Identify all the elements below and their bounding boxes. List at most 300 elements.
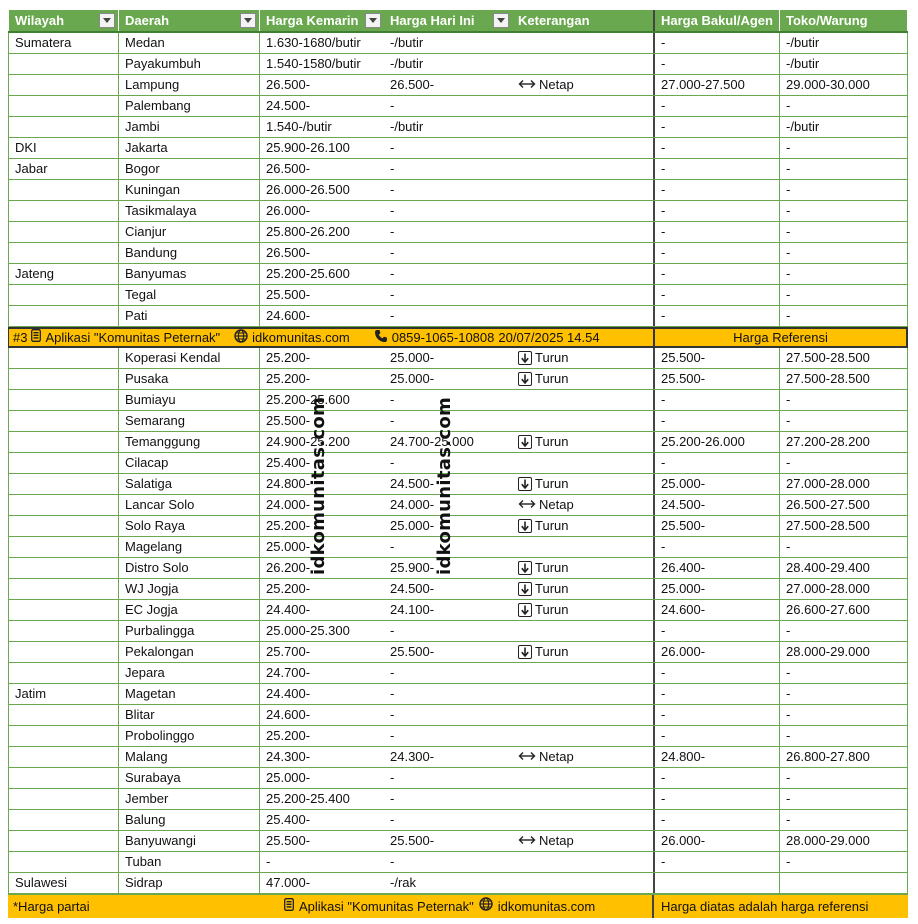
cell-keterangan[interactable] (512, 159, 655, 179)
cell-toko-warung[interactable]: 26.500-27.500 (780, 495, 908, 515)
cell-harga-bakul[interactable]: - (655, 159, 780, 179)
cell-wilayah[interactable] (8, 390, 119, 410)
cell-daerah[interactable]: WJ Jogja (119, 579, 260, 599)
cell-harga-hari-ini[interactable]: - (390, 224, 395, 239)
cell-harga-hari-ini[interactable]: 24.300- (390, 749, 435, 764)
cell-harga-kemarin[interactable]: 25.200- (266, 728, 311, 743)
cell-wilayah[interactable] (8, 810, 119, 830)
cell-harga-kemarin[interactable]: 24.600- (266, 308, 311, 323)
cell-harga-hari-ini[interactable]: -/rak (390, 875, 416, 890)
cell-daerah[interactable]: Sidrap (119, 873, 260, 893)
cell-keterangan[interactable] (512, 495, 655, 515)
cell-toko-warung[interactable] (780, 873, 908, 893)
cell-harga-hari-ini[interactable]: - (390, 413, 395, 428)
cell-daerah[interactable]: Salatiga (119, 474, 260, 494)
cell-keterangan[interactable] (512, 600, 655, 620)
cell-keterangan[interactable] (512, 138, 655, 158)
cell-wilayah[interactable] (8, 579, 119, 599)
cell-harga-bakul[interactable]: - (655, 222, 780, 242)
cell-daerah[interactable]: EC Jogja (119, 600, 260, 620)
cell-harga-kemarin[interactable]: 24.700- (266, 665, 311, 680)
cell-wilayah[interactable] (8, 768, 119, 788)
cell-wilayah[interactable] (8, 432, 119, 452)
banner-phone[interactable]: 0859-1065-10808 (391, 330, 495, 345)
cell-keterangan[interactable] (512, 537, 655, 557)
cell-keterangan[interactable] (512, 432, 655, 452)
cell-wilayah[interactable] (8, 642, 119, 662)
cell-harga-hari-ini[interactable]: - (390, 539, 395, 554)
cell-harga-bakul[interactable]: - (655, 285, 780, 305)
cell-keterangan[interactable] (512, 684, 655, 704)
cell-harga-bakul[interactable]: 24.800- (655, 747, 780, 767)
cell-daerah[interactable]: Malang (119, 747, 260, 767)
cell-daerah[interactable]: Solo Raya (119, 516, 260, 536)
cell-toko-warung[interactable]: - (780, 201, 908, 221)
cell-daerah[interactable]: Balung (119, 810, 260, 830)
keterangan-label: Turun (535, 434, 569, 449)
cell-toko-warung[interactable]: 26.600-27.600 (780, 600, 908, 620)
cell-toko-warung[interactable]: - (780, 726, 908, 746)
cell-keterangan[interactable] (512, 474, 655, 494)
cell-wilayah[interactable] (8, 831, 119, 851)
cell-toko-warung[interactable]: - (780, 768, 908, 788)
cell-daerah[interactable]: Purbalingga (119, 621, 260, 641)
cell-daerah[interactable]: Bandung (119, 243, 260, 263)
cell-wilayah[interactable] (8, 495, 119, 515)
cell-toko-warung[interactable]: 28.400-29.400 (780, 558, 908, 578)
cell-harga-kemarin[interactable]: 47.000- (266, 875, 311, 890)
cell-harga-bakul[interactable]: - (655, 726, 780, 746)
cell-harga-kemarin[interactable]: 25.200-25.400 (266, 791, 350, 806)
cell-harga-bakul[interactable] (655, 873, 780, 893)
cell-harga-hari-ini[interactable]: 26.500- (390, 77, 435, 92)
cell-wilayah[interactable] (8, 243, 119, 263)
cell-harga-kemarin[interactable]: 25.700- (266, 644, 311, 659)
cell-wilayah[interactable] (8, 516, 119, 536)
cell-daerah[interactable]: Magetan (119, 684, 260, 704)
cell-daerah[interactable]: Semarang (119, 411, 260, 431)
cell-keterangan[interactable] (512, 96, 655, 116)
cell-harga-bakul[interactable]: 25.500- (655, 369, 780, 389)
cell-daerah[interactable]: Surabaya (119, 768, 260, 788)
cell-toko-warung[interactable]: - (780, 96, 908, 116)
cell-harga-bakul[interactable]: - (655, 621, 780, 641)
cell-keterangan[interactable] (512, 558, 655, 578)
cell-harga-bakul[interactable]: - (655, 54, 780, 74)
cell-keterangan[interactable] (512, 411, 655, 431)
cell-harga-hari-ini[interactable]: - (390, 266, 395, 281)
cell-harga-bakul[interactable]: 25.500- (655, 348, 780, 368)
cell-keterangan[interactable] (512, 789, 655, 809)
cell-harga-bakul[interactable]: - (655, 453, 780, 473)
cell-harga-hari-ini[interactable]: - (390, 455, 395, 470)
cell-harga-hari-ini[interactable]: - (390, 770, 395, 785)
cell-daerah[interactable]: Tasikmalaya (119, 201, 260, 221)
table-row (8, 264, 908, 285)
cell-harga-kemarin[interactable]: 25.200-25.600 (266, 266, 350, 281)
cell-toko-warung[interactable]: - (780, 810, 908, 830)
cell-keterangan[interactable] (512, 663, 655, 683)
cell-toko-warung[interactable]: 29.000-30.000 (780, 75, 908, 95)
cell-toko-warung[interactable]: - (780, 411, 908, 431)
cell-harga-kemarin[interactable]: 25.900-26.100 (266, 140, 350, 155)
cell-toko-warung[interactable]: - (780, 138, 908, 158)
cell-toko-warung[interactable]: - (780, 663, 908, 683)
cell-harga-bakul[interactable]: - (655, 411, 780, 431)
cell-harga-hari-ini[interactable]: - (390, 287, 395, 302)
cell-harga-hari-ini[interactable]: - (390, 245, 395, 260)
cell-harga-hari-ini[interactable]: 24.100- (390, 602, 435, 617)
cell-harga-kemarin[interactable]: 25.000- (266, 770, 311, 785)
cell-harga-hari-ini[interactable]: 25.500- (390, 644, 435, 659)
cell-harga-hari-ini[interactable]: - (390, 854, 395, 869)
cell-wilayah[interactable] (8, 747, 119, 767)
cell-harga-kemarin[interactable]: 24.400- (266, 686, 311, 701)
cell-wilayah[interactable] (8, 306, 119, 326)
cell-harga-bakul[interactable]: - (655, 33, 780, 53)
cell-harga-bakul[interactable]: - (655, 810, 780, 830)
cell-harga-hari-ini[interactable]: - (390, 140, 395, 155)
cell-toko-warung[interactable]: 27.500-28.500 (780, 516, 908, 536)
cell-toko-warung[interactable]: -/butir (780, 54, 908, 74)
cell-keterangan[interactable] (512, 75, 655, 95)
cell-harga-bakul[interactable]: 26.000- (655, 642, 780, 662)
cell-keterangan[interactable] (512, 579, 655, 599)
cell-keterangan[interactable] (512, 369, 655, 389)
cell-harga-kemarin[interactable]: 1.630-1680/butir (266, 35, 361, 50)
cell-wilayah[interactable] (8, 369, 119, 389)
cell-harga-hari-ini[interactable]: - (390, 161, 395, 176)
cell-harga-kemarin[interactable]: 25.200-25.600 (266, 392, 350, 407)
cell-wilayah[interactable] (8, 348, 119, 368)
cell-toko-warung[interactable]: - (780, 789, 908, 809)
cell-toko-warung[interactable]: 27.200-28.200 (780, 432, 908, 452)
cell-wilayah[interactable] (8, 852, 119, 872)
cell-toko-warung[interactable]: - (780, 684, 908, 704)
cell-wilayah[interactable] (8, 54, 119, 74)
cell-daerah[interactable]: Pusaka (119, 369, 260, 389)
cell-wilayah[interactable] (8, 789, 119, 809)
cell-wilayah[interactable] (8, 117, 119, 137)
cell-keterangan[interactable] (512, 306, 655, 326)
cell-harga-hari-ini[interactable]: 24.500- (390, 581, 435, 596)
cell-wilayah[interactable] (8, 474, 119, 494)
cell-harga-bakul[interactable]: - (655, 180, 780, 200)
cell-harga-hari-ini[interactable]: - (390, 203, 395, 218)
cell-keterangan[interactable] (512, 831, 655, 851)
arrow-down-icon (518, 561, 532, 575)
cell-keterangan[interactable] (512, 117, 655, 137)
cell-harga-hari-ini[interactable]: - (390, 98, 395, 113)
cell-daerah[interactable]: Distro Solo (119, 558, 260, 578)
cell-wilayah[interactable] (8, 621, 119, 641)
cell-daerah[interactable]: Blitar (119, 705, 260, 725)
cell-harga-bakul[interactable]: 25.000- (655, 474, 780, 494)
cell-daerah[interactable]: Kuningan (119, 180, 260, 200)
cell-keterangan[interactable] (512, 285, 655, 305)
cell-keterangan[interactable] (512, 705, 655, 725)
cell-daerah[interactable]: Bogor (119, 159, 260, 179)
cell-wilayah[interactable] (8, 600, 119, 620)
cell-harga-hari-ini[interactable]: -/butir (390, 56, 424, 71)
cell-daerah[interactable]: Lampung (119, 75, 260, 95)
cell-harga-hari-ini[interactable]: - (390, 182, 395, 197)
cell-wilayah[interactable]: Jatim (8, 684, 119, 704)
cell-harga-kemarin[interactable]: 26.000-26.500 (266, 182, 350, 197)
cell-harga-kemarin[interactable]: 26.500- (266, 77, 311, 92)
cell-harga-bakul[interactable]: 26.400- (655, 558, 780, 578)
cell-toko-warung[interactable]: - (780, 222, 908, 242)
cell-harga-kemarin[interactable]: 25.200- (266, 581, 311, 596)
cell-keterangan[interactable] (512, 180, 655, 200)
cell-wilayah[interactable] (8, 75, 119, 95)
cell-harga-hari-ini[interactable]: - (390, 728, 395, 743)
cell-harga-kemarin[interactable]: 25.500- (266, 413, 311, 428)
cell-toko-warung[interactable]: - (780, 621, 908, 641)
table-row (8, 789, 908, 810)
cell-toko-warung[interactable]: - (780, 243, 908, 263)
cell-wilayah[interactable]: Jabar (8, 159, 119, 179)
cell-toko-warung[interactable]: - (780, 705, 908, 725)
cell-toko-warung[interactable]: 27.000-28.000 (780, 474, 908, 494)
cell-wilayah[interactable] (8, 222, 119, 242)
cell-toko-warung[interactable]: - (780, 264, 908, 284)
cell-keterangan[interactable] (512, 201, 655, 221)
cell-toko-warung[interactable]: 28.000-29.000 (780, 642, 908, 662)
filter-dropdown-icon[interactable] (240, 13, 256, 28)
cell-keterangan[interactable] (512, 222, 655, 242)
cell-daerah[interactable]: Jember (119, 789, 260, 809)
cell-toko-warung[interactable]: 27.000-28.000 (780, 579, 908, 599)
cell-daerah[interactable]: Pekalongan (119, 642, 260, 662)
cell-harga-bakul[interactable]: - (655, 201, 780, 221)
table-row (8, 348, 908, 369)
cell-harga-hari-ini[interactable]: - (390, 392, 395, 407)
cell-harga-hari-ini[interactable]: - (390, 623, 395, 638)
cell-harga-bakul[interactable]: 25.200-26.000 (655, 432, 780, 452)
cell-harga-kemarin[interactable]: 24.600- (266, 707, 311, 722)
cell-harga-hari-ini[interactable]: 24.700-25.000 (390, 434, 474, 449)
cell-wilayah[interactable]: Sulawesi (8, 873, 119, 893)
cell-daerah[interactable]: Jakarta (119, 138, 260, 158)
cell-wilayah[interactable] (8, 180, 119, 200)
table-row (8, 201, 908, 222)
cell-harga-hari-ini[interactable]: - (390, 665, 395, 680)
cell-keterangan[interactable] (512, 243, 655, 263)
cell-harga-kemarin[interactable]: 26.000- (266, 203, 311, 218)
cell-daerah[interactable]: Tegal (119, 285, 260, 305)
cell-harga-bakul[interactable]: 25.500- (655, 516, 780, 536)
cell-harga-bakul[interactable]: - (655, 138, 780, 158)
cell-harga-bakul[interactable]: 25.000- (655, 579, 780, 599)
cell-keterangan[interactable] (512, 768, 655, 788)
cell-daerah[interactable]: Jepara (119, 663, 260, 683)
cell-harga-kemarin[interactable]: 25.000-25.300 (266, 623, 350, 638)
cell-wilayah[interactable]: DKI (8, 138, 119, 158)
cell-wilayah[interactable] (8, 201, 119, 221)
cell-daerah[interactable]: Medan (119, 33, 260, 53)
cell-daerah[interactable]: Magelang (119, 537, 260, 557)
cell-harga-hari-ini[interactable]: 25.000- (390, 350, 435, 365)
cell-harga-hari-ini[interactable]: -/butir (390, 119, 424, 134)
cell-keterangan[interactable] (512, 873, 655, 893)
cell-keterangan[interactable] (512, 642, 655, 662)
cell-keterangan[interactable] (512, 621, 655, 641)
cell-harga-hari-ini[interactable]: - (390, 812, 395, 827)
cell-harga-kemarin[interactable]: 25.200- (266, 371, 311, 386)
cell-toko-warung[interactable]: - (780, 180, 908, 200)
cell-toko-warung[interactable]: - (780, 306, 908, 326)
filter-dropdown-icon[interactable] (493, 13, 509, 28)
cell-harga-kemarin[interactable]: 24.400- (266, 602, 311, 617)
cell-daerah[interactable]: Bumiayu (119, 390, 260, 410)
cell-keterangan[interactable] (512, 33, 655, 53)
cell-keterangan[interactable] (512, 453, 655, 473)
cell-harga-kemarin[interactable]: 1.540-1580/butir (266, 56, 361, 71)
cell-keterangan[interactable] (512, 390, 655, 410)
cell-daerah[interactable]: Cilacap (119, 453, 260, 473)
cell-harga-hari-ini[interactable]: 24.000- (390, 497, 435, 512)
cell-daerah[interactable]: Banyumas (119, 264, 260, 284)
cell-toko-warung[interactable]: - (780, 453, 908, 473)
cell-harga-kemarin[interactable]: 25.200- (266, 518, 311, 533)
cell-harga-bakul[interactable]: - (655, 789, 780, 809)
cell-keterangan[interactable] (512, 747, 655, 767)
cell-keterangan[interactable] (512, 264, 655, 284)
cell-wilayah[interactable] (8, 453, 119, 473)
cell-harga-kemarin[interactable]: 24.500- (266, 98, 311, 113)
cell-harga-kemarin[interactable]: 26.200- (266, 560, 311, 575)
cell-toko-warung[interactable]: 27.500-28.500 (780, 369, 908, 389)
cell-harga-hari-ini[interactable]: 24.500- (390, 476, 435, 491)
cell-wilayah[interactable] (8, 705, 119, 725)
cell-harga-bakul[interactable]: - (655, 705, 780, 725)
cell-keterangan[interactable] (512, 810, 655, 830)
cell-harga-bakul[interactable]: 26.000- (655, 831, 780, 851)
cell-daerah[interactable]: Probolinggo (119, 726, 260, 746)
cell-harga-bakul[interactable]: - (655, 243, 780, 263)
cell-wilayah[interactable] (8, 663, 119, 683)
cell-wilayah[interactable] (8, 726, 119, 746)
cell-harga-kemarin[interactable]: 24.900-25.200 (266, 434, 350, 449)
cell-wilayah[interactable] (8, 96, 119, 116)
cell-harga-kemarin[interactable]: 25.400- (266, 455, 311, 470)
cell-harga-kemarin[interactable]: 25.400- (266, 812, 311, 827)
cell-daerah[interactable]: Lancar Solo (119, 495, 260, 515)
cell-harga-hari-ini[interactable]: 25.000- (390, 371, 435, 386)
cell-daerah[interactable]: Tuban (119, 852, 260, 872)
table-row (8, 579, 908, 600)
cell-daerah[interactable]: Jambi (119, 117, 260, 137)
banner-website[interactable]: idkomunitas.com (252, 330, 350, 345)
cell-wilayah[interactable] (8, 411, 119, 431)
cell-toko-warung[interactable]: -/butir (780, 33, 908, 53)
cell-harga-bakul[interactable]: - (655, 852, 780, 872)
cell-harga-kemarin[interactable]: 25.500- (266, 287, 311, 302)
cell-toko-warung[interactable]: - (780, 537, 908, 557)
cell-harga-bakul[interactable]: - (655, 264, 780, 284)
cell-harga-hari-ini[interactable]: - (390, 791, 395, 806)
cell-daerah[interactable]: Palembang (119, 96, 260, 116)
cell-wilayah[interactable] (8, 285, 119, 305)
cell-daerah[interactable]: Cianjur (119, 222, 260, 242)
filter-dropdown-icon[interactable] (365, 13, 381, 28)
cell-harga-kemarin[interactable]: 1.540-/butir (266, 119, 332, 134)
cell-toko-warung[interactable]: - (780, 852, 908, 872)
cell-daerah[interactable]: Pati (119, 306, 260, 326)
cell-harga-bakul[interactable]: - (655, 684, 780, 704)
cell-harga-hari-ini[interactable]: 25.500- (390, 833, 435, 848)
cell-harga-bakul[interactable]: - (655, 117, 780, 137)
cell-harga-kemarin[interactable]: 24.000- (266, 497, 311, 512)
cell-wilayah[interactable]: Sumatera (8, 33, 119, 53)
cell-toko-warung[interactable]: -/butir (780, 117, 908, 137)
cell-daerah[interactable]: Temanggung (119, 432, 260, 452)
cell-keterangan[interactable] (512, 516, 655, 536)
table-row (8, 180, 908, 201)
cell-harga-kemarin[interactable]: 26.500- (266, 245, 311, 260)
cell-harga-kemarin[interactable]: 24.800- (266, 476, 311, 491)
table-row (8, 390, 908, 411)
cell-harga-kemarin[interactable]: 24.300- (266, 749, 311, 764)
cell-harga-kemarin[interactable]: 26.500- (266, 161, 311, 176)
cell-daerah[interactable]: Banyuwangi (119, 831, 260, 851)
cell-wilayah[interactable]: Jateng (8, 264, 119, 284)
cell-harga-kemarin[interactable]: 25.800-26.200 (266, 224, 350, 239)
cell-keterangan[interactable] (512, 348, 655, 368)
cell-wilayah[interactable] (8, 558, 119, 578)
cell-harga-hari-ini[interactable]: - (390, 707, 395, 722)
cell-daerah[interactable]: Payakumbuh (119, 54, 260, 74)
banner-number: #3 (13, 330, 28, 345)
cell-harga-bakul[interactable]: - (655, 96, 780, 116)
cell-toko-warung[interactable]: 28.000-29.000 (780, 831, 908, 851)
cell-keterangan[interactable] (512, 726, 655, 746)
cell-harga-hari-ini[interactable]: 25.900- (390, 560, 435, 575)
banner-datetime: 20/07/2025 14.54 (498, 330, 600, 345)
cell-harga-kemarin[interactable]: 25.500- (266, 833, 311, 848)
cell-toko-warung[interactable]: - (780, 390, 908, 410)
filter-dropdown-icon[interactable] (99, 13, 115, 28)
cell-harga-bakul[interactable]: - (655, 663, 780, 683)
cell-harga-kemarin[interactable]: 25.200- (266, 350, 311, 365)
cell-harga-bakul[interactable]: - (655, 390, 780, 410)
cell-harga-bakul[interactable]: 27.000-27.500 (655, 75, 780, 95)
cell-harga-hari-ini[interactable]: -/butir (390, 35, 424, 50)
footer-website[interactable]: idkomunitas.com (497, 898, 596, 914)
cell-keterangan[interactable] (512, 852, 655, 872)
table-row (8, 432, 908, 453)
cell-toko-warung[interactable]: - (780, 159, 908, 179)
cell-harga-bakul[interactable]: 24.600- (655, 600, 780, 620)
cell-toko-warung[interactable]: 26.800-27.800 (780, 747, 908, 767)
cell-harga-bakul[interactable]: - (655, 306, 780, 326)
cell-harga-kemarin[interactable]: 25.000- (266, 539, 311, 554)
cell-keterangan[interactable] (512, 54, 655, 74)
cell-daerah[interactable]: Koperasi Kendal (119, 348, 260, 368)
cell-harga-hari-ini[interactable]: - (390, 686, 395, 701)
cell-toko-warung[interactable]: - (780, 285, 908, 305)
cell-harga-bakul[interactable]: - (655, 768, 780, 788)
table-row (8, 243, 908, 264)
cell-harga-hari-ini[interactable]: 25.000- (390, 518, 435, 533)
cell-wilayah[interactable] (8, 537, 119, 557)
cell-harga-bakul[interactable]: - (655, 537, 780, 557)
cell-harga-hari-ini[interactable]: - (390, 308, 395, 323)
cell-toko-warung[interactable]: 27.500-28.500 (780, 348, 908, 368)
cell-harga-kemarin[interactable]: - (266, 854, 271, 869)
cell-harga-bakul[interactable]: 24.500- (655, 495, 780, 515)
